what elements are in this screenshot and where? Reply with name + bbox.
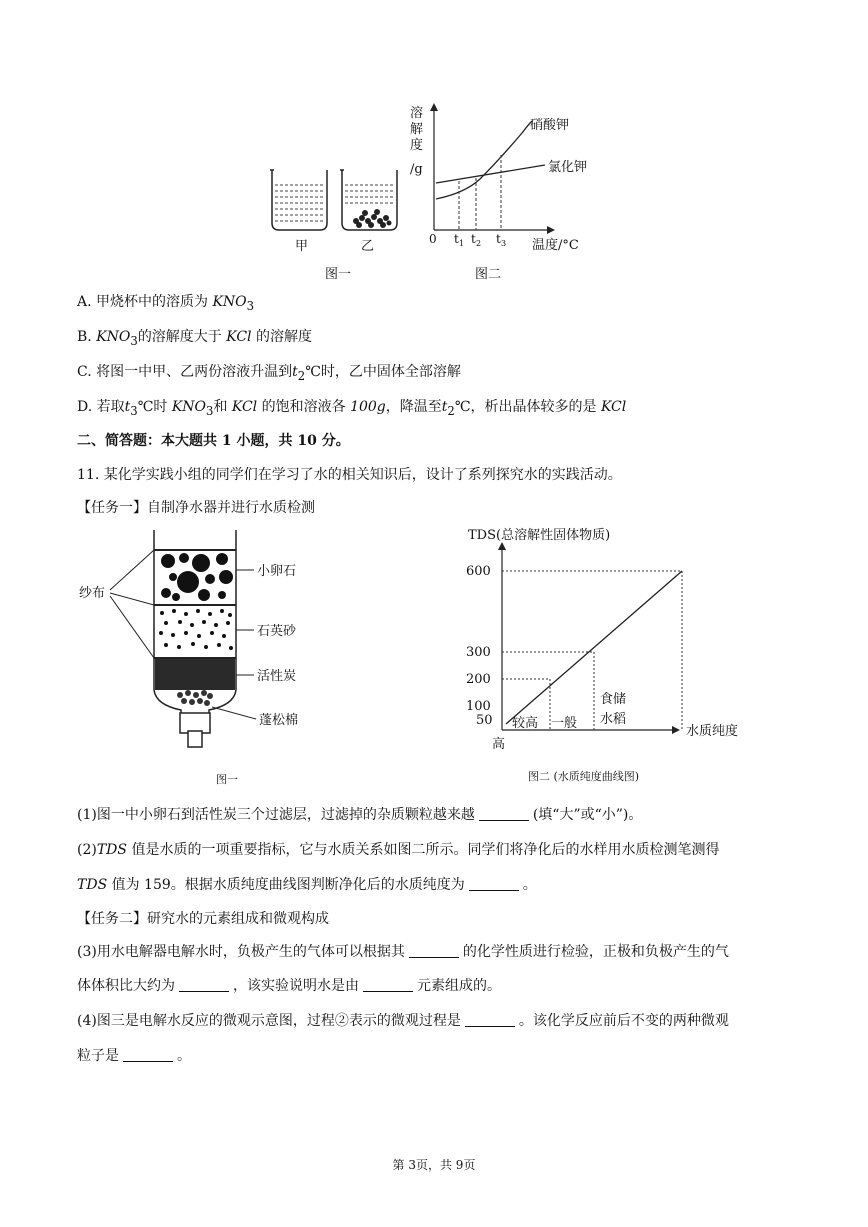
- tick-t1-sub: 1: [459, 239, 465, 248]
- option-d: D. 若取$t_3℃$时 $KNO_3$和 KCl 的饱和溶液各 100g，降温至$t_2℃$，析出晶体较多的是 KCl: [77, 399, 627, 418]
- sand-label: 石英砂: [257, 624, 297, 639]
- option-b: B. $KNO_3$的溶解度大于 KCl 的溶解度: [77, 329, 312, 348]
- carbon-label: 活性炭: [257, 669, 297, 684]
- tick-t2: t: [471, 232, 476, 246]
- tds-x-arrow: [672, 726, 680, 734]
- tick-t1: t: [454, 232, 459, 246]
- carbon-layer: [155, 659, 235, 690]
- top-caption-1: 图一: [325, 267, 352, 282]
- answer-blank-6[interactable]: [465, 1012, 515, 1027]
- question-4-line-2: 粒子是 。: [77, 1048, 191, 1064]
- answer-blank-3[interactable]: [409, 943, 459, 958]
- pebbles-label: 小卵石: [257, 564, 297, 579]
- tds-ytick-200: 200: [466, 672, 491, 687]
- tds-ytick-50: 50: [476, 713, 493, 728]
- kno3-curve: [436, 121, 532, 199]
- top-figures: [260, 95, 620, 290]
- tds-chart: [440, 520, 770, 790]
- filter-caption: 图一: [216, 773, 238, 786]
- beakers-and-solubility-chart: [260, 95, 620, 290]
- tick-t3: t: [496, 232, 501, 246]
- answer-blank-1[interactable]: [479, 806, 529, 821]
- origin-label: 0: [429, 232, 437, 246]
- water-filter-diagram: [76, 525, 346, 790]
- tds-cat-store-2: 水稻: [600, 712, 627, 727]
- answer-blank-5[interactable]: [363, 977, 413, 992]
- question-2-line-1: (2)TDS 值是水质的一项重要指标，它与水质关系如图二所示。同学们将净化后的水样用水质检测笔测得: [77, 842, 720, 858]
- beaker-yi-label: 乙: [361, 239, 375, 254]
- cotton-layer: [177, 690, 213, 706]
- tds-caption: 图二 (水质纯度曲线图): [528, 770, 640, 783]
- solubility-ylabel-1: 溶: [410, 106, 424, 121]
- pebbles-layer: [161, 553, 233, 601]
- answer-blank-7[interactable]: [123, 1047, 173, 1062]
- gauze-label: 纱布: [79, 586, 106, 601]
- temp-axis-label: 温度/°C: [532, 238, 579, 253]
- solubility-ylabel-4: /g: [410, 162, 423, 177]
- tick-t2-sub: 2: [476, 239, 482, 248]
- tds-ylabel: TDS(总溶解性固体物质): [468, 528, 611, 543]
- answer-blank-2[interactable]: [469, 876, 519, 891]
- tds-cat-store-1: 食储: [600, 692, 627, 707]
- beaker-jia: [270, 170, 327, 230]
- cotton-label: 蓬松棉: [259, 713, 299, 728]
- solubility-ylabel-2: 解: [410, 122, 424, 137]
- answer-blank-4[interactable]: [179, 977, 229, 992]
- water-filter-figure: [76, 525, 346, 790]
- top-caption-2: 图二: [475, 267, 502, 282]
- tick-t3-sub: 3: [501, 239, 507, 248]
- task-2-heading: 【任务二】研究水的元素组成和微观构成: [77, 911, 329, 927]
- tds-cat-high: 高: [492, 737, 506, 752]
- option-c: C. 将图一中甲、乙两份溶液升温到$t_2℃$时，乙中固体全部溶解: [77, 364, 461, 383]
- question-2-line-2: TDS 值为 159。根据水质纯度曲线图判断净化后的水质纯度为 。: [77, 877, 537, 893]
- tds-ytick-100: 100: [466, 699, 491, 714]
- option-a: A. 甲烧杯中的溶质为 $KNO_3$: [77, 294, 255, 313]
- kno3-label: 硝酸钾: [530, 118, 570, 133]
- question-1: (1)图一中小卵石到活性炭三个过滤层，过滤掉的杂质颗粒越来越 (填“大”或“小”)。: [77, 807, 643, 823]
- tds-ytick-600: 600: [466, 564, 491, 579]
- tds-cat-normal: 一般: [551, 716, 578, 731]
- tds-xlabel: 水质纯度: [686, 724, 739, 739]
- tds-ytick-300: 300: [466, 645, 491, 660]
- beaker-yi: [340, 170, 397, 230]
- solubility-ylabel-3: 度: [410, 138, 424, 153]
- section-heading: 二、简答题：本大题共 1 小题，共 10 分。: [77, 433, 350, 449]
- question-11: 11. 某化学实践小组的同学们在学习了水的相关知识后，设计了系列探究水的实践活动。: [77, 467, 622, 483]
- kcl-label: 氯化钾: [548, 160, 588, 175]
- sand-layer: [159, 609, 233, 650]
- question-3-line-1: (3)用水电解器电解水时，负极产生的气体可以根据其 的化学性质进行检验，正极和负极产生的气: [77, 944, 729, 960]
- page-footer: 第 3页，共 9页: [392, 1158, 476, 1172]
- task-1-heading: 【任务一】自制净水器并进行水质检测: [77, 500, 315, 516]
- question-4-line-1: (4)图三是电解水反应的微观示意图，过程②表示的微观过程是 。该化学反应前后不变的两种微观: [77, 1013, 729, 1029]
- beaker-jia-label: 甲: [295, 239, 309, 254]
- tds-cat-higher: 较高: [512, 716, 539, 731]
- tds-y-arrow: [498, 542, 506, 550]
- tds-chart-figure: [440, 520, 770, 790]
- question-3-line-2: 体体积比大约为 ，该实验说明水是由 元素组成的。: [77, 978, 501, 994]
